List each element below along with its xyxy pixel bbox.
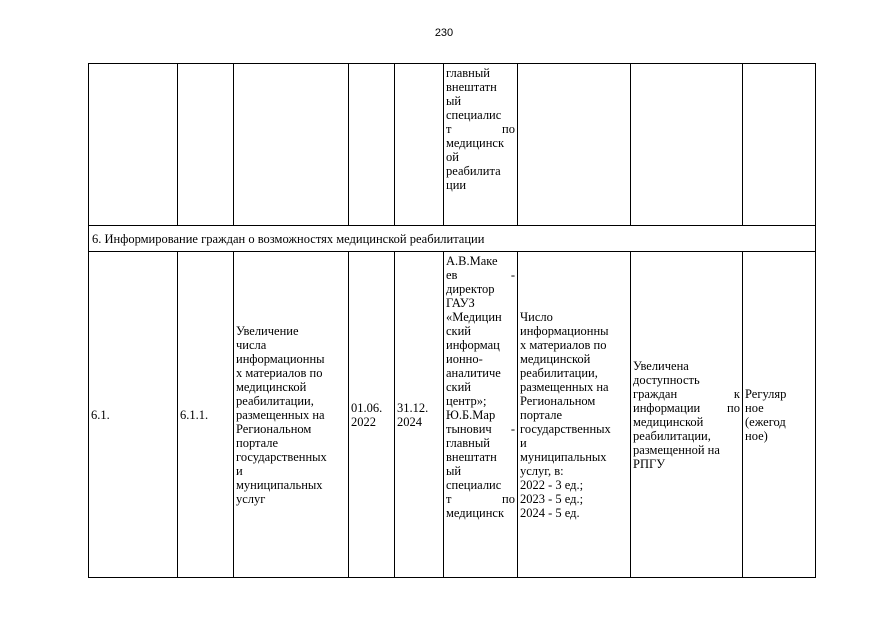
cell-line: 2024 bbox=[397, 414, 422, 429]
table-cell bbox=[349, 64, 395, 226]
cell-line: т по bbox=[446, 492, 515, 506]
cell-line: директор bbox=[446, 282, 495, 296]
cell-line: Увеличена bbox=[633, 358, 689, 373]
cell-line: реабилитации, bbox=[633, 428, 711, 443]
cell-line: медицинской bbox=[633, 414, 704, 429]
indicator-text bbox=[520, 310, 628, 520]
cell-line: информации по bbox=[633, 400, 740, 415]
cell-line: 2022 bbox=[351, 414, 376, 429]
table-cell bbox=[743, 64, 816, 226]
cell-line: х материалов по bbox=[520, 337, 607, 352]
page-number: 230 bbox=[434, 27, 454, 39]
cell-line: 01.06. bbox=[351, 400, 383, 415]
cell-line: ой bbox=[446, 150, 459, 164]
end-date bbox=[397, 401, 441, 429]
frequency-cell bbox=[743, 252, 816, 578]
cell-line: главный bbox=[446, 436, 490, 450]
cell-line: числа bbox=[236, 337, 267, 352]
responsible-text bbox=[446, 66, 515, 192]
result-cell bbox=[631, 252, 743, 578]
table-cell bbox=[518, 64, 631, 226]
cell-line: Региональном bbox=[520, 393, 596, 408]
cell-line: тынович - bbox=[446, 422, 515, 436]
cell-line: Регуляр bbox=[745, 386, 787, 401]
activity-text bbox=[236, 324, 346, 506]
cell-line: т по bbox=[446, 122, 515, 136]
cell-line: медицинской bbox=[520, 351, 591, 366]
frequency-text bbox=[745, 387, 813, 443]
cell-line: А.В.Маке bbox=[446, 254, 498, 268]
cell-line: портале bbox=[236, 435, 279, 450]
cell-line: Региональном bbox=[236, 421, 312, 436]
cell-line: медицинской bbox=[236, 379, 307, 394]
start-date-cell bbox=[349, 252, 395, 578]
cell-line: государственных bbox=[520, 421, 611, 436]
cell-line: муниципальных bbox=[520, 449, 607, 464]
cell-line: государственных bbox=[236, 449, 327, 464]
plan-table bbox=[88, 63, 816, 578]
cell-line: 2024 - 5 ед. bbox=[520, 505, 580, 520]
cell-line: размещенных на bbox=[520, 379, 609, 394]
section-row bbox=[89, 226, 816, 252]
cell-line: х материалов по bbox=[236, 365, 323, 380]
cell-line: ионно- bbox=[446, 352, 483, 366]
cell-line: граждан к bbox=[633, 386, 740, 401]
cell-line: (ежегод bbox=[745, 414, 786, 429]
cell-line: ский bbox=[446, 380, 471, 394]
subitem-number: 6.1.1. bbox=[178, 252, 234, 578]
cell-line: информационны bbox=[236, 351, 325, 366]
cell-line: доступность bbox=[633, 372, 700, 387]
start-date bbox=[351, 401, 392, 429]
cell-line: медицинск bbox=[446, 506, 505, 520]
cell-line: внештатн bbox=[446, 450, 497, 464]
cell-line: «Медицин bbox=[446, 310, 502, 324]
cell-line: ский bbox=[446, 324, 471, 338]
cell-line: ев - bbox=[446, 268, 515, 282]
cell-line: реабилитации, bbox=[520, 365, 598, 380]
cell-line: Увеличение bbox=[236, 323, 299, 338]
cell-line: информац bbox=[446, 338, 500, 352]
table-row bbox=[89, 252, 816, 578]
activity-cell bbox=[234, 252, 349, 578]
cell-line: услуг bbox=[236, 491, 266, 506]
end-date-cell bbox=[395, 252, 444, 578]
cell-line: РПГУ bbox=[633, 456, 666, 471]
cell-line: информационны bbox=[520, 323, 609, 338]
cell-line: главный bbox=[446, 66, 490, 80]
cell-line: ное bbox=[745, 400, 764, 415]
table-cell bbox=[395, 64, 444, 226]
cell-line: ции bbox=[446, 178, 467, 192]
responsible-cell bbox=[444, 252, 518, 578]
cell-line: центр»; bbox=[446, 394, 487, 408]
cell-line: ГАУЗ bbox=[446, 296, 475, 310]
responsible-cell bbox=[444, 64, 518, 226]
table-cell bbox=[89, 64, 178, 226]
cell-line: внештатн bbox=[446, 80, 497, 94]
table-cell bbox=[631, 64, 743, 226]
item-number: 6.1. bbox=[89, 252, 178, 578]
cell-line: специалис bbox=[446, 108, 502, 122]
cell-line: аналитиче bbox=[446, 366, 501, 380]
cell-line: 2022 - 3 ед.; bbox=[520, 477, 584, 492]
cell-line: размещенной на bbox=[633, 442, 720, 457]
table-cell bbox=[234, 64, 349, 226]
section-title: 6. Информирование граждан о возможностях медицинской реабилитации bbox=[89, 226, 816, 252]
cell-line: портале bbox=[520, 407, 563, 422]
continuation-row bbox=[89, 64, 816, 226]
cell-line: 2023 - 5 ед.; bbox=[520, 491, 584, 506]
cell-line: ый bbox=[446, 464, 462, 478]
cell-line: ное) bbox=[745, 428, 768, 443]
cell-line: и bbox=[520, 435, 527, 450]
cell-line: и bbox=[236, 463, 243, 478]
cell-line: реабилитации, bbox=[236, 393, 314, 408]
cell-line: ый bbox=[446, 94, 462, 108]
cell-line: медицинск bbox=[446, 136, 505, 150]
cell-line: специалис bbox=[446, 478, 502, 492]
cell-line: размещенных на bbox=[236, 407, 325, 422]
table-cell bbox=[178, 64, 234, 226]
cell-line: реабилита bbox=[446, 164, 501, 178]
cell-line: муниципальных bbox=[236, 477, 323, 492]
cell-line: 31.12. bbox=[397, 400, 429, 415]
cell-line: Ю.Б.Мар bbox=[446, 408, 496, 422]
cell-line: Число bbox=[520, 309, 553, 324]
responsible-text bbox=[446, 254, 515, 520]
cell-line: услуг, в: bbox=[520, 463, 564, 478]
result-text bbox=[633, 359, 740, 471]
indicator-cell bbox=[518, 252, 631, 578]
